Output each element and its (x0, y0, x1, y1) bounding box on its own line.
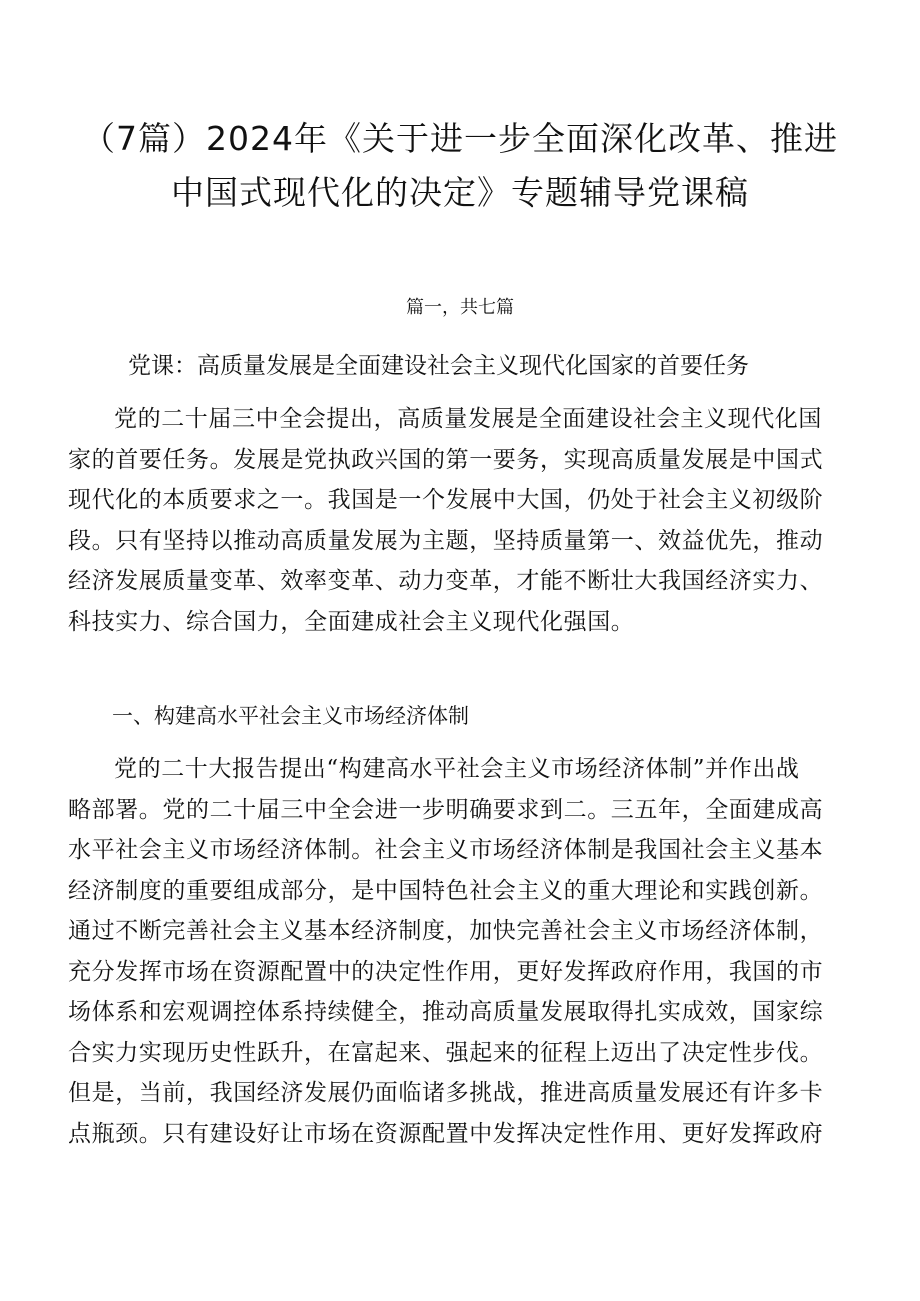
paragraph-line: 现代化的本质要求之一。我国是一个发展中大国，仍处于社会主义初级阶 (68, 487, 824, 513)
paragraph-line: 充分发挥市场在资源配置中的决定性作用，更好发挥政府作用，我国的市 (68, 958, 824, 985)
paragraph-line: 经济制度的重要组成部分，是中国特色社会主义的重大理论和实践创新。 (68, 877, 824, 904)
paragraph-line: 场体系和宏观调控体系持续健全，推动高质量发展取得扎实成效，国家综 (68, 999, 824, 1025)
paragraph-line: 但是，当前，我国经济发展仍面临诸多挑战，推进高质量发展还有许多卡 (68, 1080, 824, 1106)
paragraph-line: 段。只有坚持以推动高质量发展为主题，坚持质量第一、效益优先，推动 (68, 527, 824, 554)
paragraph-line: 科技实力、综合国力，全面建成社会主义现代化强国。 (68, 608, 635, 635)
title-line: （7篇）2024年《关于进一步全面深化改革、推进 (82, 119, 838, 158)
document-title (60, 112, 860, 220)
heading-1: 一、构建高水平社会主义市场经济体制 (112, 704, 469, 728)
paragraph-line: 略部署。党的二十届三中全会进一步明确要求到二。三五年，全面建成高 (68, 796, 824, 823)
paragraph-2 (68, 749, 858, 1154)
paragraph-line: 党的二十届三中全会提出，高质量发展是全面建设社会主义现代化国 (114, 406, 822, 432)
paragraph-line: 合实力实现历史性跃升，在富起来、强起来的征程上迈出了决定性步伐。 (68, 1039, 824, 1066)
paragraph-line: 水平社会主义市场经济体制。社会主义市场经济体制是我国社会主义基本 (68, 837, 824, 863)
section-title: 党课：高质量发展是全面建设社会主义现代化国家的首要任务 (128, 353, 749, 379)
paragraph-1 (68, 399, 858, 642)
paragraph-line: 经济发展质量变革、效率变革、动力变革，才能不断壮大我国经济实力、 (68, 568, 824, 594)
paragraph-line: 党的二十大报告提出“构建高水平社会主义市场经济体制”并作出战 (114, 756, 800, 782)
title-line: 中国式现代化的决定》专题辅导党课稿 (171, 173, 749, 212)
paragraph-line: 家的首要任务。发展是党执政兴国的第一要务，实现高质量发展是中国式 (68, 446, 824, 473)
paragraph-line: 通过不断完善社会主义基本经济制度，加快完善社会主义市场经济体制， (68, 918, 824, 944)
paragraph-line: 点瓶颈。只有建设好让市场在资源配置中发挥决定性作用、更好发挥政府 (68, 1120, 824, 1147)
document-subtitle: 篇一，共七篇 (406, 297, 514, 318)
